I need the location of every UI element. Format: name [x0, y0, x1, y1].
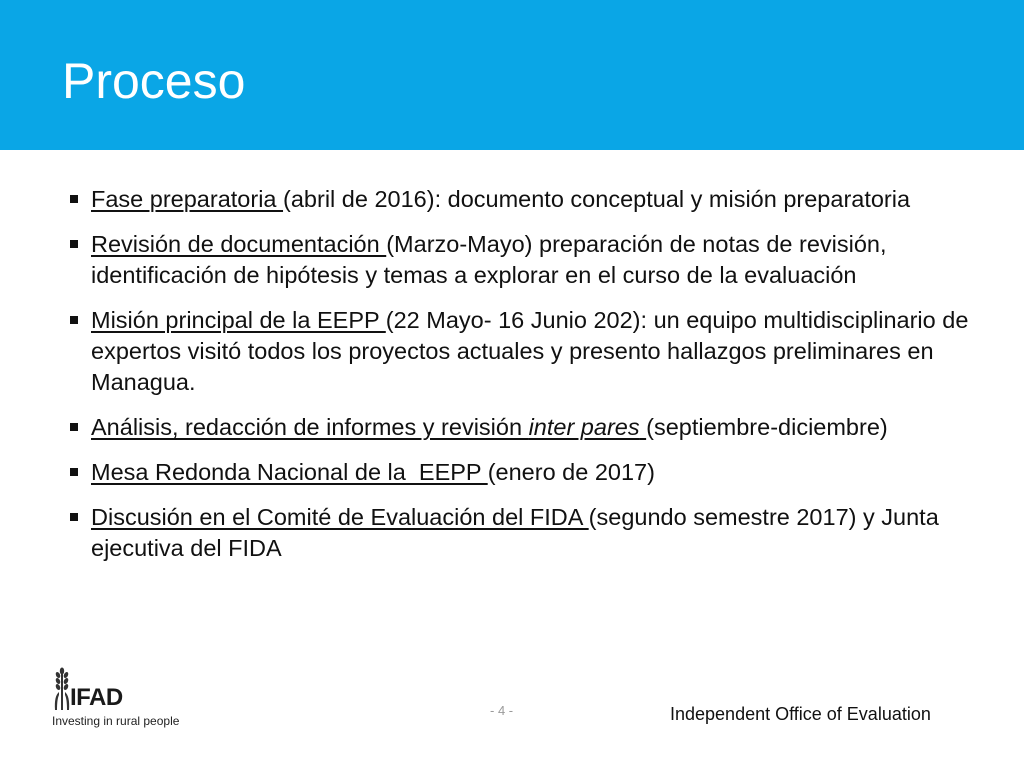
bullet-heading: Misión principal de la EEPP: [91, 307, 386, 333]
logo-wordmark: IFAD: [70, 684, 123, 711]
bullet-item: [70, 229, 1015, 291]
bullet-text: (22 Mayo- 16 Junio 202): un equipo multidisciplinario de expertos visitó todos los proyectos actuales y presento hallazgos preliminares en Managua.: [91, 307, 969, 395]
bullet-heading-italic: inter pares: [528, 414, 640, 440]
wheat-icon: [52, 666, 72, 712]
footer-office-name: Independent Office of Evaluation: [670, 704, 931, 724]
bullet-item: [70, 184, 1015, 215]
bullet-item: [70, 457, 1015, 488]
square-bullet-icon: [70, 423, 78, 431]
ifad-logo: [52, 666, 192, 730]
slide-title: Proceso: [62, 53, 246, 109]
bullet-text: (enero de 2017): [487, 459, 655, 485]
page-number: - 4 -: [490, 703, 514, 718]
bullet-text: (abril de 2016): documento conceptual y misión preparatoria: [283, 186, 911, 212]
square-bullet-icon: [70, 195, 78, 203]
bullet-item: [70, 305, 1015, 398]
square-bullet-icon: [70, 468, 78, 476]
bullet-text: (septiembre-diciembre): [646, 414, 888, 440]
title-bar: [0, 0, 1024, 150]
bullet-heading: Mesa Redonda Nacional de la EEPP: [91, 459, 488, 485]
bullet-text: (Marzo-Mayo) preparación de notas de revisión, identificación de hipótesis y temas a explorar en el curso de la evaluación: [91, 231, 887, 288]
bullet-item: [70, 412, 1015, 443]
bullet-list: [70, 184, 1015, 578]
bullet-heading: Discusión en el Comité de Evaluación del FIDA: [91, 504, 589, 530]
bullet-heading: Revisión de documentación: [91, 231, 387, 257]
square-bullet-icon: [70, 513, 78, 521]
bullet-heading: Análisis, redacción de informes y revisión: [91, 414, 529, 440]
bullet-heading: Fase preparatoria: [91, 186, 284, 212]
logo-tagline: Investing in rural people: [52, 714, 180, 728]
square-bullet-icon: [70, 240, 78, 248]
bullet-item: [70, 502, 1015, 564]
bullet-text: (segundo semestre 2017) y Junta ejecutiva del FIDA: [91, 504, 939, 561]
square-bullet-icon: [70, 316, 78, 324]
